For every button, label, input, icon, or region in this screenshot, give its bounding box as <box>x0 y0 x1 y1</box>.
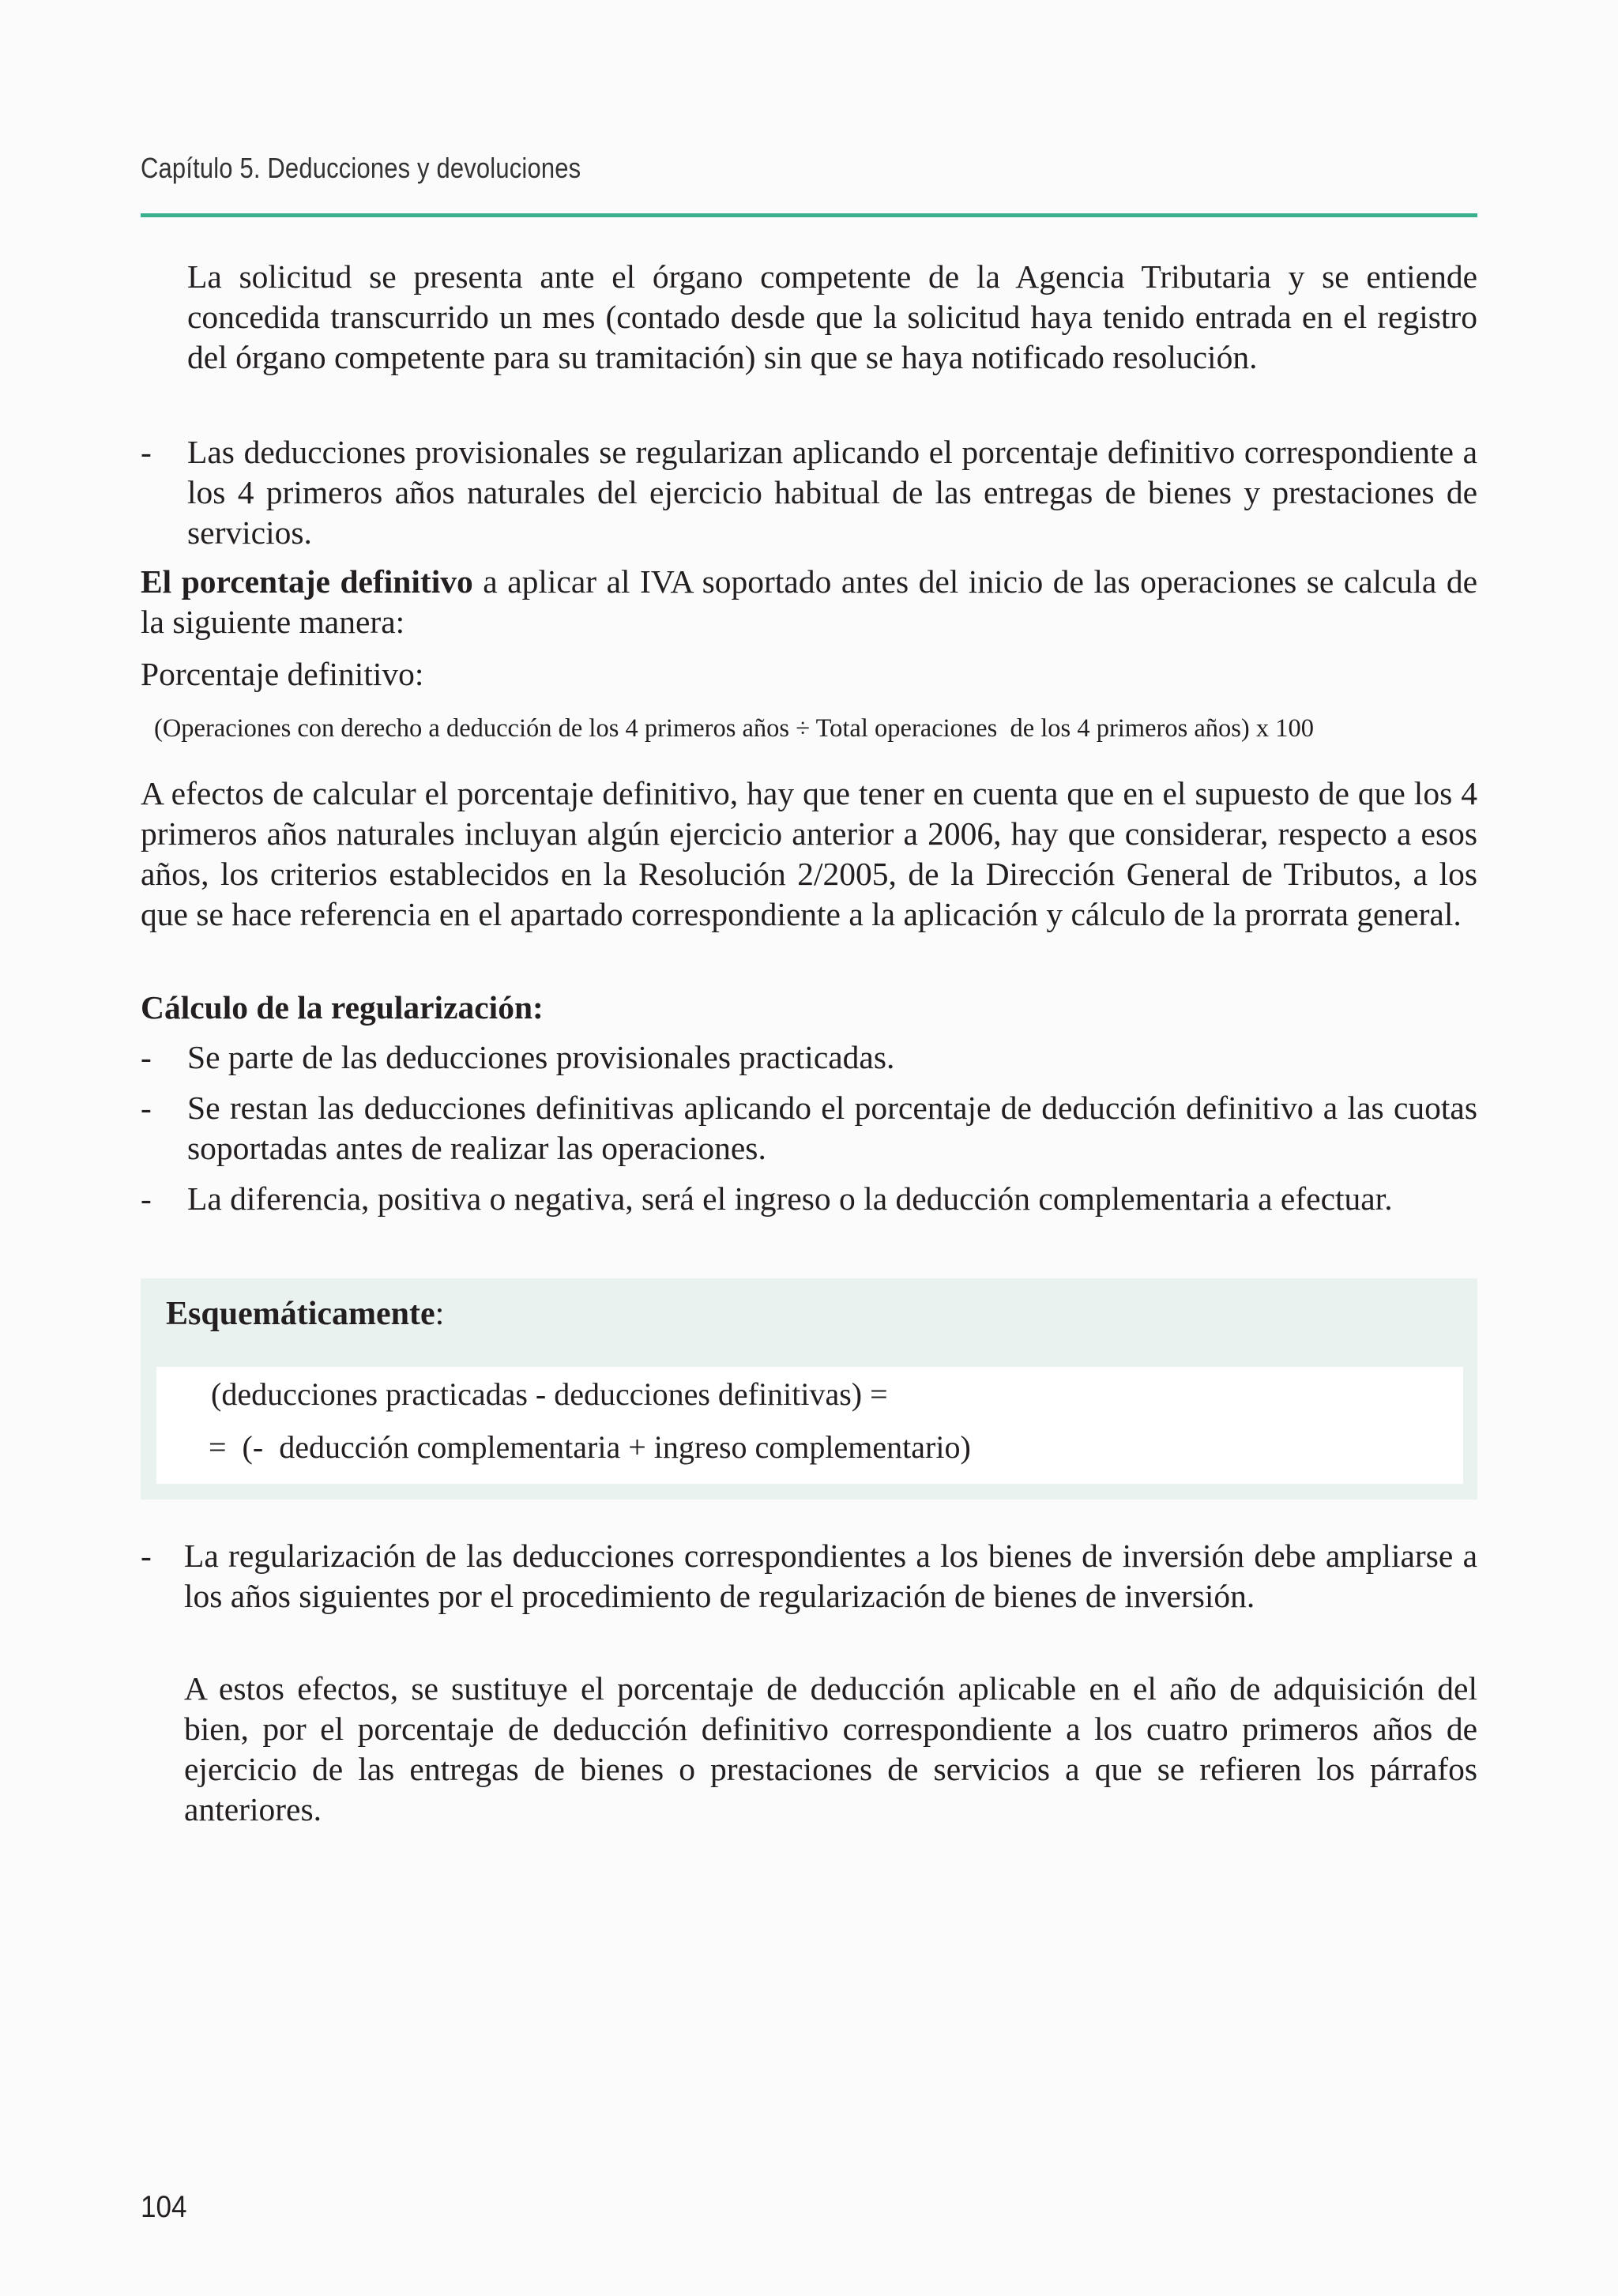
esquema-title-text: Esquemáticamente <box>166 1296 435 1332</box>
bullet-marker: - <box>141 1039 152 1075</box>
chapter-header: Capítulo 5. Deducciones y devoluciones <box>141 152 581 184</box>
bienes-inversion-paragraph: A estos efectos, se sustituye el porcentaje de deducción aplicable en el año de adquisición del bien, por el porcentaje de deducción definitivo correspondiente a los cuatro primeros años de ejercicio de las entregas de bienes o prestaciones de servicios a que se refieren los párrafos anteriores. <box>184 1670 1477 1827</box>
porcentaje-formula: (Operaciones con derecho a deducción de los 4 primeros años ÷ Total operaciones de los 4 primeros años) x 100 <box>154 714 1314 743</box>
efectos-paragraph: A efectos de calcular el porcentaje definitivo, hay que tener en cuenta que en el supuesto de que los 4 primeros años naturales incluyan algún ejercicio anterior a 2006, hay que considerar, respecto a esos años, los criterios establecidos en la Resolución 2/2005, de la Dirección General de Tributos, a los que se hace referencia en el apartado correspondiente a la aplicación y cálculo de la prorrata general. <box>141 775 1477 932</box>
calculo-item: Se restan las deducciones definitivas aplicando el porcentaje de deducción definitivo a las cuotas soportadas antes de realizar las operaciones. <box>187 1090 1477 1166</box>
bullet-marker: - <box>141 434 152 470</box>
porcentaje-bold-lead: El porcentaje definitivo <box>141 563 473 600</box>
calculo-heading <box>141 988 1477 1028</box>
esquema-line-1: (deducciones practicadas - deducciones definitivas) = <box>211 1376 888 1412</box>
porcentaje-paragraph <box>141 562 1477 642</box>
porcentaje-rest: a aplicar al IVA soportado antes del inicio de las operaciones se calcula de la siguiente manera: <box>141 563 1477 640</box>
esquema-title <box>166 1293 444 1334</box>
bullet-marker: - <box>141 1538 152 1574</box>
bullet-marker: - <box>141 1090 152 1126</box>
bienes-inversion-bullet: La regularización de las deducciones correspondientes a los bienes de inversión debe ampliarse a los años siguientes por el procedimiento de regularización de bienes de inversión. <box>184 1538 1477 1614</box>
calculo-item: Se parte de las deducciones provisionales practicadas. <box>187 1039 895 1075</box>
calculo-heading-text: Cálculo de la regularización: <box>141 989 544 1026</box>
bullet-regularizan: Las deducciones provisionales se regularizan aplicando el porcentaje definitivo correspondiente a los 4 primeros años naturales del ejercicio habitual de las entregas de bienes y prestaciones de servicios. <box>187 434 1477 551</box>
calculo-item: La diferencia, positiva o negativa, será el ingreso o la deducción complementaria a efectuar. <box>187 1180 1393 1217</box>
intro-paragraph: La solicitud se presenta ante el órgano competente de la Agencia Tributaria y se entiende concedida transcurrido un mes (contado desde que la solicitud haya tenido entrada en el registro del órgano competente para su tramitación) sin que se haya notificado resolución. <box>187 258 1477 375</box>
header-rule <box>141 213 1477 217</box>
esquema-colon: : <box>435 1296 445 1332</box>
page-number: 104 <box>141 2190 187 2224</box>
bullet-marker: - <box>141 1180 152 1217</box>
esquema-line-2: = (- deducción complementaria + ingreso complementario) <box>209 1429 971 1465</box>
porcentaje-label: Porcentaje definitivo: <box>141 656 424 692</box>
